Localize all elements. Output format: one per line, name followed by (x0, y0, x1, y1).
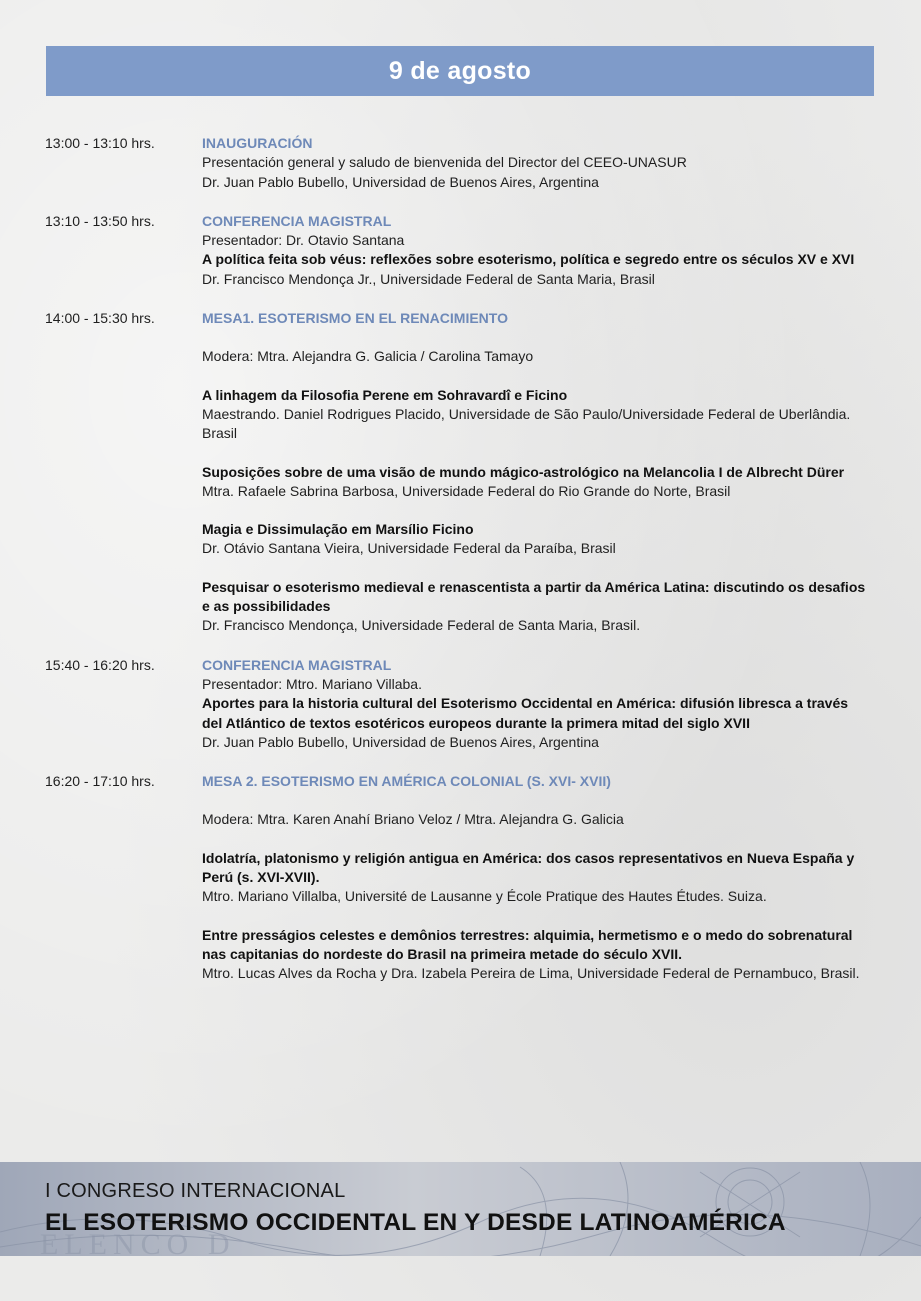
paper-author: Mtra. Rafaele Sabrina Barbosa, Universidade Federal do Rio Grande do Norte, Brasil (202, 482, 731, 499)
congress-title: EL ESOTERISMO OCCIDENTAL EN Y DESDE LATINOAMÉRICA (45, 1209, 786, 1236)
session-conferencia-1 (0, 212, 921, 289)
talk-speaker: Dr. Francisco Mendonça Jr., Universidade Federal de Santa Maria, Brasil (202, 270, 655, 287)
svg-text:ELENCO D: ELENCO D (40, 1228, 236, 1256)
session-presenter: Presentador: Mtro. Mariano Villaba. (202, 675, 422, 692)
session-time: 15:40 - 16:20 hrs. (45, 656, 155, 673)
session-inauguracion (0, 134, 921, 192)
session-moderator: Modera: Mtra. Alejandra G. Galicia / Carolina Tamayo (202, 348, 534, 365)
talk-title: Aportes para la historia cultural del Esoterismo Occidental en América: difusión libresca a través del Atlántico de textos esotéricos europeos durante la primera mitad del siglo XVII (202, 695, 849, 731)
session-content (202, 656, 872, 752)
session-content (202, 212, 872, 289)
talk-title: A política feita sob véus: reflexões sobre esoterismo, política e segredo entre os séculos XV e XVI (202, 251, 855, 268)
session-moderator: Modera: Mtra. Karen Anahí Briano Veloz / Mtra. Alejandra G. Galicia (202, 811, 624, 828)
paper-title: A linhagem da Filosofia Perene em Sohravardî e Ficino (202, 386, 568, 403)
session-content (202, 134, 872, 192)
paper-author: Dr. Otávio Santana Vieira, Universidade Federal da Paraíba, Brasil (202, 540, 616, 557)
session-heading: MESA 2. ESOTERISMO EN AMÉRICA COLONIAL (S. XVI- XVII) (202, 773, 611, 790)
paper-title: Magia e Dissimulação em Marsílio Ficino (202, 521, 474, 538)
session-content (202, 309, 872, 636)
congress-banner (0, 1162, 921, 1256)
session-presenter: Presentador: Dr. Otavio Santana (202, 232, 405, 249)
session-time: 13:00 - 13:10 hrs. (45, 135, 155, 151)
paper-title: Idolatría, platonismo y religión antigua en América: dos casos representativos en Nueva España y Perú (s. XVI-XVII). (202, 849, 855, 886)
congress-subtitle: I CONGRESO INTERNACIONAL (45, 1180, 346, 1202)
session-conferencia-2 (0, 656, 921, 752)
paper-author: Maestrando. Daniel Rodrigues Placido, Universidade de São Paulo/Universidade Federal de Uberlândia. Brasil (202, 405, 851, 442)
date-header-band (46, 46, 874, 96)
date-title: 9 de agosto (388, 56, 532, 85)
session-mesa-1 (0, 309, 921, 636)
paper-author: Mtro. Lucas Alves da Rocha y Dra. Izabela Pereira de Lima, Universidade Federal de Pernambuco, Brasil. (202, 965, 860, 982)
paper-author: Mtro. Mariano Villalba, Université de Lausanne y École Pratique des Hautes Études. Suiza. (202, 888, 767, 905)
session-heading: CONFERENCIA MAGISTRAL (202, 212, 392, 229)
session-time: 13:10 - 13:50 hrs. (45, 212, 155, 229)
session-line: Presentación general y saludo de bienvenida del Director del CEEO-UNASUR (202, 154, 687, 171)
paper-title: Pesquisar o esoterismo medieval e renascentista a partir da América Latina: discutindo os desafios e as possibilidades (202, 578, 866, 615)
session-time: 14:00 - 15:30 hrs. (45, 310, 155, 327)
session-time: 16:20 - 17:10 hrs. (45, 773, 155, 790)
paper-title: Suposições sobre de uma visão de mundo mágico-astrológico na Melancolia I de Albrecht Dürer (202, 463, 845, 480)
session-heading: CONFERENCIA MAGISTRAL (202, 656, 392, 673)
session-content (202, 772, 872, 983)
talk-speaker: Dr. Juan Pablo Bubello, Universidad de Buenos Aires, Argentina (202, 733, 599, 750)
session-line: Dr. Juan Pablo Bubello, Universidad de Buenos Aires, Argentina (202, 173, 599, 190)
session-heading: INAUGURACIÓN (202, 135, 313, 151)
paper-title: Entre presságios celestes e demônios terrestres: alquimia, hermetismo e o medo do sobrenatural nas capitanias do nordeste do Brasil na primeira metade do século XVII. (202, 926, 853, 962)
paper-author: Dr. Francisco Mendonça, Universidade Federal de Santa Maria, Brasil. (202, 617, 641, 634)
session-mesa-2 (0, 772, 921, 983)
program-list (0, 134, 921, 1004)
session-heading: MESA1. ESOTERISMO EN EL RENACIMIENTO (202, 310, 508, 327)
